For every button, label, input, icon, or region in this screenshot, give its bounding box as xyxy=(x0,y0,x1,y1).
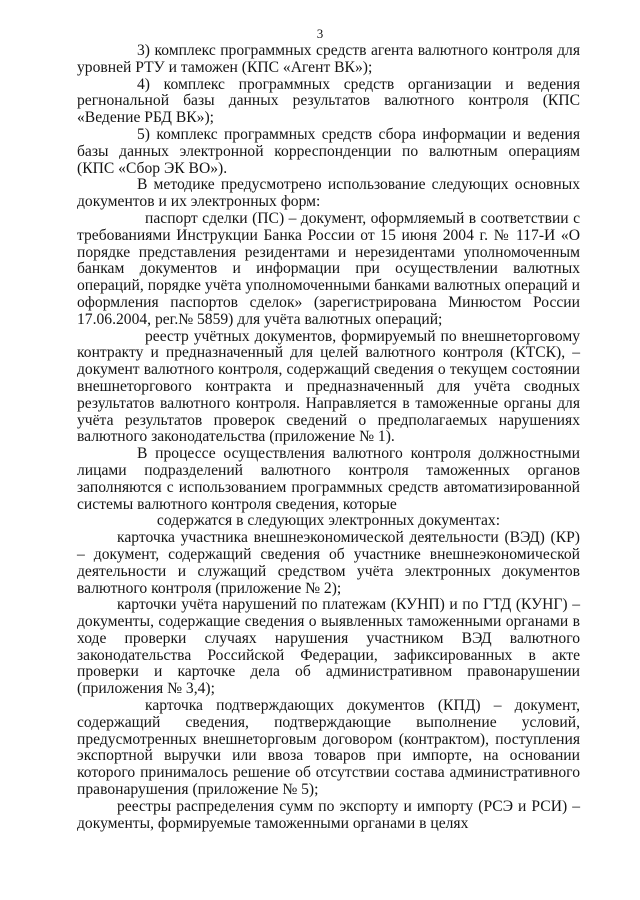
paragraph-kps-sbor-ek: 5) комплекс программных средств сбора информации и ведения базы данных электронной корреспонденции по валютным операциям (КПС «Сбор ЭК ВО»). xyxy=(77,125,580,177)
paragraph-control-process: В процессе осуществления валютного контроля должностными лицами подразделений валютного контроля таможенных органов заполняются с использованием программных средств автоматизированной системы валютного контроля сведения, которые xyxy=(77,445,580,513)
paragraph-registers-rse-rsi: реестры распределения сумм по экспорту и импорту (РСЭ и РСИ) – документы, формируемые таможенными органами в целях xyxy=(77,797,580,832)
paragraph-passport-deal: паспорт сделки (ПС) – документ, оформляемый в соответствии с требованиями Инструкции Банка России от 15 июня 2004 г. № 117-И «О порядке представления резидентами и нерезидентами уполномоченным банкам документов и информации при осуществлении валютных операций, порядке учёта уполномоченными банками валютных операций и оформления паспортов сделок» (зарегистрирована Минюстом России 17.06.2004, рег.№ 5859) для учёта валютных операций; xyxy=(77,209,580,328)
paragraph-register-ktsk: реестр учётных документов, формируемый по внешнеторговому контракту и предназначенный для целей валютного контроля (КТСК), – документ валютного контроля, содержащий сведения о текущем состоянии внешнеторгового контракта и предназначенный для учёта сводных результатов валютного контроля. Направляется в таможенные органы для учёта результатов проверок сведений о предполагаемых нарушениях валютного законодательства (приложение № 1). xyxy=(77,327,580,446)
paragraph-methodology-docs: В методике предусмотрено использование следующих основных документов и их электронных форм: xyxy=(77,176,580,211)
page-number: 3 xyxy=(316,26,324,41)
document-body xyxy=(77,43,580,832)
paragraph-electronic-docs: содержатся в следующих электронных документах: xyxy=(156,512,501,530)
paragraph-kpd-card: карточка подтверждающих документов (КПД) – документ, содержащий сведения, подтверждающие выполнение условий, предусмотренных внешнеторговым договором (контрактом), поступления экспортной выручки или ввоза товаров при импорте, на основании которого принималось решение об отсутствии состава административного правонарушения (приложение № 5); xyxy=(77,697,580,799)
paragraph-kps-vedenie-rbd: 4) комплекс программных средств организации и ведения регнональной базы данных результатов валютного контроля (КПС «Ведение РБД ВК»); xyxy=(77,75,580,127)
paragraph-participant-card: карточка участника внешнеэкономической деятельности (ВЭД) (КР) – документ, содержащий сведения об участнике внешнеэкономической деятельности и служащий средством учёта электронных документов валютного контроля (приложение № 2); xyxy=(77,529,580,597)
paragraph-violation-cards: карточки учёта нарушений по платежам (КУНП) и по ГТД (КУНГ) – документы, содержащие сведения о выявленных таможенными органами в ходе проверки случаях нарушения участником ВЭД валютного законодательства Российской Федерации, зафиксированных в акте проверки и карточке дела об административном правонарушении (приложения № 3,4); xyxy=(77,596,580,698)
paragraph-kps-agent-vk: 3) комплекс программных средств агента валютного контроля для уровней РТУ и таможен (КПС «Агент ВК»); xyxy=(77,42,580,76)
